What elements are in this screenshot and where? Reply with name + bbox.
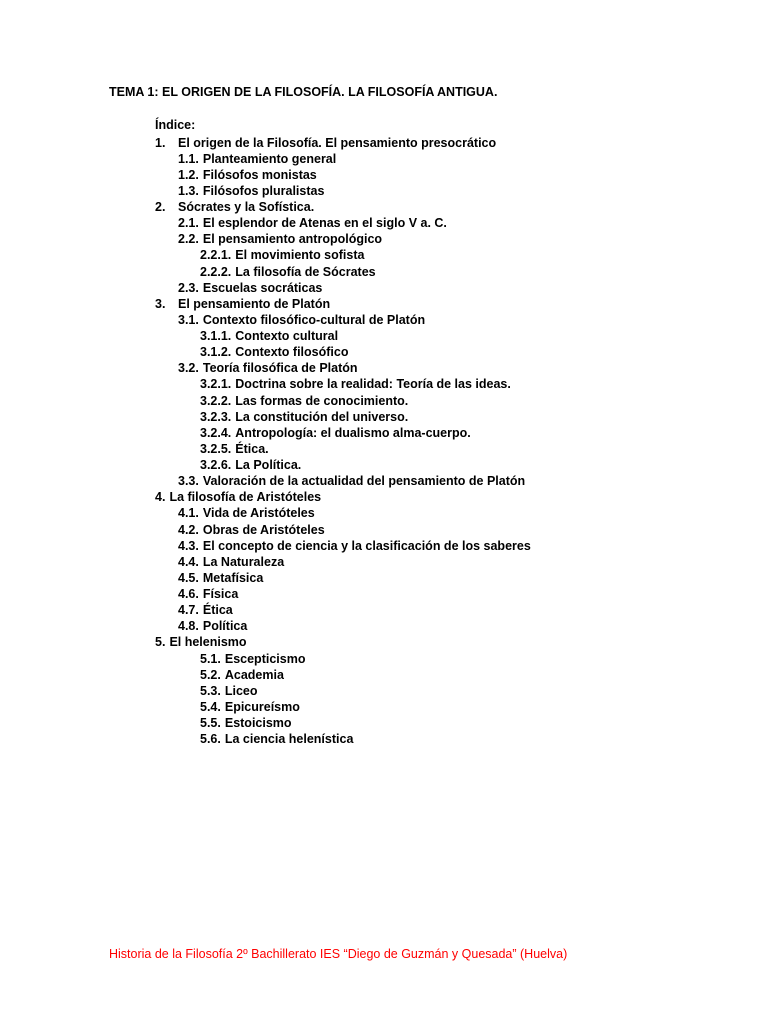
toc-item-text: Estoicismo <box>224 716 292 730</box>
toc-item-number: 3.2.5. <box>200 441 232 456</box>
toc-item <box>0 247 531 263</box>
toc-item <box>0 651 531 667</box>
toc-item-number: 3.1. <box>178 312 199 327</box>
toc-item-number: 3.2.4. <box>200 425 232 440</box>
page-footer: Historia de la Filosofía 2º Bachillerato IES “Diego de Guzmán y Quesada” (Huelva) <box>109 947 568 961</box>
toc-item-number: 1.3. <box>178 183 199 198</box>
toc-item-text: La filosofía de Sócrates <box>235 264 376 279</box>
toc-item-text: El helenismo <box>169 635 247 650</box>
toc-item-number: 2.2.2. <box>200 264 232 279</box>
toc-item-text: La filosofía de Aristóteles <box>169 490 322 505</box>
toc-item-text: Antropología: el dualismo alma-cuerpo. <box>235 425 471 440</box>
toc-item-number: 4.4. <box>178 554 199 569</box>
toc-item <box>0 328 531 344</box>
toc-item <box>0 602 531 618</box>
toc-item-number: 4.8. <box>178 619 199 634</box>
toc-item-number: 4.7. <box>178 603 199 618</box>
toc-item <box>0 538 531 554</box>
toc-item-text: Teoría filosófica de Platón <box>202 361 358 376</box>
toc-item-number: 3.1.1. <box>200 329 232 343</box>
toc-item <box>0 296 531 312</box>
toc-item <box>0 667 531 683</box>
toc-item-text: Contexto filosófico <box>235 345 349 360</box>
toc-item-number: 3.2.3. <box>200 409 232 424</box>
toc-item-text: El pensamiento de Platón <box>178 296 331 311</box>
toc-item-text: Planteamiento general <box>202 151 337 166</box>
toc-item <box>0 683 531 699</box>
toc-item-text: Contexto cultural <box>235 329 339 343</box>
toc-item <box>0 505 531 521</box>
toc-item-number: 4.6. <box>178 587 199 601</box>
toc-item-number: 3. <box>155 296 166 311</box>
toc-item <box>0 699 531 715</box>
toc-item <box>0 167 531 183</box>
toc-item-text: El origen de la Filosofía. El pensamiento presocrático <box>178 135 497 150</box>
toc-item-number: 5. <box>155 635 166 650</box>
toc-item <box>0 441 531 457</box>
toc-item-number: 3.3. <box>178 474 199 489</box>
toc-item-text: La Naturaleza <box>202 554 285 569</box>
toc-item-text: El concepto de ciencia y la clasificación de los saberes <box>202 538 531 553</box>
toc-item <box>0 312 531 328</box>
toc-item-number: 4. <box>155 490 166 505</box>
toc-item-text: Metafísica <box>202 570 264 585</box>
toc-item-text: El esplendor de Atenas en el siglo V a. C. <box>202 216 447 231</box>
toc-item-text: Filósofos monistas <box>202 167 317 182</box>
toc-item-number: 3.2. <box>178 361 199 376</box>
toc-item-number: 5.6. <box>200 732 221 747</box>
toc-item-text: El movimiento sofista <box>235 248 365 263</box>
toc-item-text: Física <box>202 587 239 601</box>
toc-item-number: 5.2. <box>200 667 221 682</box>
toc-item-text: Ética. <box>235 441 269 456</box>
toc-item-number: 2. <box>155 200 166 214</box>
toc-item <box>0 731 531 747</box>
toc-item <box>0 715 531 731</box>
toc-item <box>0 409 531 425</box>
toc-item-number: 1.1. <box>178 151 199 166</box>
toc-item <box>0 522 531 538</box>
toc-item <box>0 393 531 409</box>
toc-item-number: 3.2.6. <box>200 458 232 472</box>
toc-item <box>0 570 531 586</box>
toc-item-text: Vida de Aristóteles <box>202 506 315 521</box>
toc-item <box>0 199 531 215</box>
toc-item-text: El pensamiento antropológico <box>202 232 383 247</box>
toc-item-text: La ciencia helenística <box>224 732 354 747</box>
toc-item-number: 2.3. <box>178 280 199 295</box>
toc-item-text: Contexto filosófico-cultural de Platón <box>202 312 426 327</box>
toc-item <box>0 376 531 392</box>
toc-item-text: Escepticismo <box>224 651 306 666</box>
toc-item <box>0 618 531 634</box>
toc-item-number: 3.2.1. <box>200 377 232 392</box>
toc-item <box>0 554 531 570</box>
toc-item <box>0 135 531 151</box>
toc-item <box>0 457 531 473</box>
toc-item-number: 4.2. <box>178 522 199 537</box>
toc-item-text: Epicureísmo <box>224 699 300 714</box>
toc-item-number: 5.4. <box>200 699 221 714</box>
toc-item-text: Las formas de conocimiento. <box>235 393 409 408</box>
toc-item <box>0 344 531 360</box>
toc-item-number: 2.2.1. <box>200 248 232 263</box>
toc-item-text: Política <box>202 619 248 634</box>
toc-item <box>0 280 531 296</box>
toc-item-text: Academia <box>224 667 284 682</box>
toc-item-number: 4.1. <box>178 506 199 521</box>
toc-item <box>0 489 531 505</box>
toc-item-text: Ética <box>202 603 233 618</box>
toc-item-text: Doctrina sobre la realidad: Teoría de las ideas. <box>235 377 511 392</box>
toc-item-number: 3.2.2. <box>200 393 232 408</box>
toc-item <box>0 264 531 280</box>
page-title: TEMA 1: EL ORIGEN DE LA FILOSOFÍA. LA FILOSOFÍA ANTIGUA. <box>109 85 498 99</box>
toc-item <box>0 473 531 489</box>
toc-item <box>0 215 531 231</box>
toc-item-text: Liceo <box>224 683 258 698</box>
toc-item-number: 3.1.2. <box>200 345 232 360</box>
toc-item-text: Filósofos pluralistas <box>202 183 325 198</box>
toc-item-text: Sócrates y la Sofística. <box>178 200 315 214</box>
toc-item-number: 5.1. <box>200 651 221 666</box>
toc-item <box>0 183 531 199</box>
toc-item-number: 1. <box>155 135 166 150</box>
toc-item <box>0 425 531 441</box>
toc-item <box>0 231 531 247</box>
toc-item-number: 5.3. <box>200 683 221 698</box>
toc-item-number: 2.2. <box>178 232 199 247</box>
index-heading: Índice: <box>155 118 196 132</box>
toc-item-text: Escuelas socráticas <box>202 280 323 295</box>
toc-item-number: 1.2. <box>178 167 199 182</box>
toc-item <box>0 151 531 167</box>
toc-item-text: La Política. <box>235 458 302 472</box>
toc-item-number: 5.5. <box>200 716 221 730</box>
table-of-contents <box>0 135 531 748</box>
toc-item <box>0 360 531 376</box>
toc-item-text: Obras de Aristóteles <box>202 522 325 537</box>
toc-item-number: 2.1. <box>178 216 199 231</box>
toc-item-text: La constitución del universo. <box>235 409 409 424</box>
toc-item <box>0 634 531 650</box>
toc-item-text: Valoración de la actualidad del pensamiento de Platón <box>202 474 526 489</box>
toc-item-number: 4.5. <box>178 570 199 585</box>
toc-item <box>0 586 531 602</box>
toc-item-number: 4.3. <box>178 538 199 553</box>
